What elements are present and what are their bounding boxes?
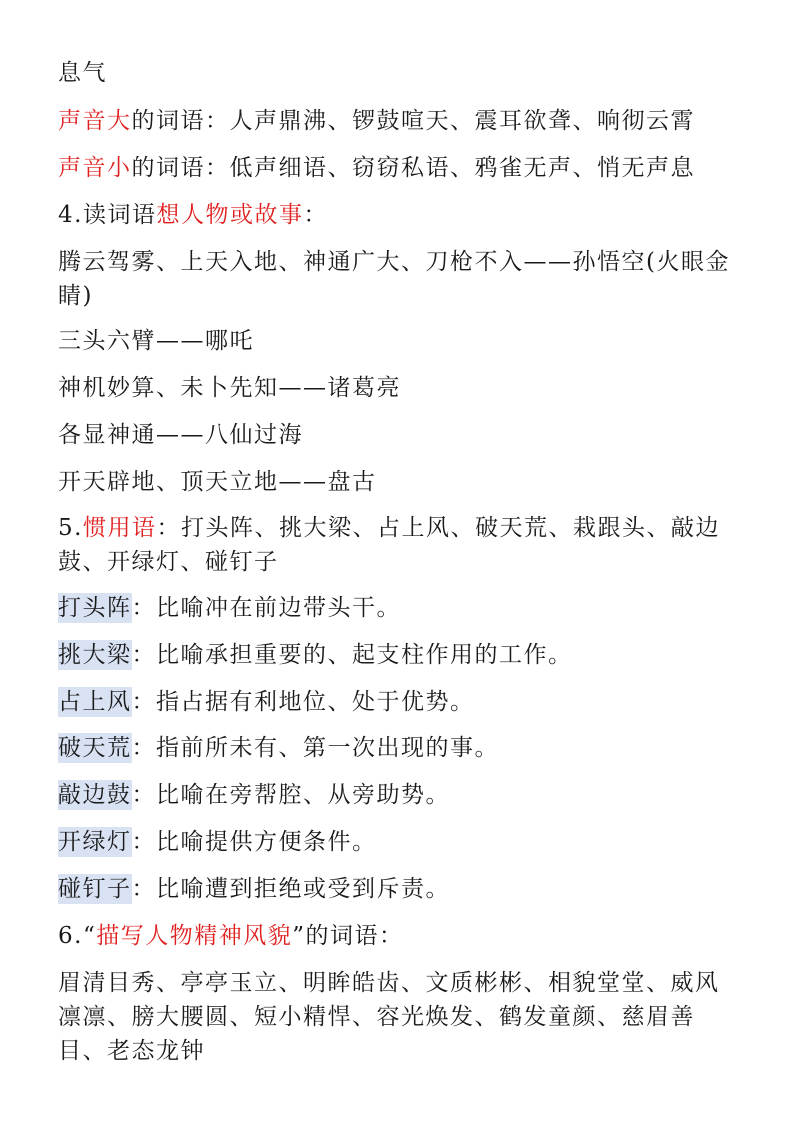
idiom-term: 敲边鼓 [58,782,132,808]
section-5-list: ：打头阵、挑大梁、占上风、破天荒、栽跟头、敲边鼓、开绿灯、碰钉子 [58,515,720,575]
section-4-prefix: 4.读词语 [58,202,157,228]
idiom-term: 占上风 [58,689,132,715]
section-5-term: 惯用语 [82,515,157,541]
loud-words: 的词语：人声鼎沸、锣鼓喧天、震耳欲聋、响彻云霄 [131,108,695,134]
idiom-term: 打头阵 [58,595,132,621]
story-line: 各显神通——八仙过海 [58,422,303,448]
idiom-item [58,731,499,765]
section-5-prefix: 5. [58,515,83,541]
text-line [58,56,107,90]
section-4-term: 想人物或故事 [156,202,304,228]
story-line: 神机妙算、未卜先知——诸葛亮 [58,375,401,401]
idiom-definition: ：比喻提供方便条件。 [131,829,377,855]
idiom-term: 破天荒 [58,735,132,761]
quiet-words-line [58,151,695,185]
idiom-item [58,638,573,672]
idiom-item [58,825,377,859]
idiom-definition: ：指前所未有、第一次出现的事。 [131,735,499,761]
story-line: 腾云驾雾、上天入地、神通广大、刀枪不入——孙悟空(火眼金睛) [58,249,730,309]
idiom-definition: ：比喻承担重要的、起支柱作用的工作。 [131,642,573,668]
idiom-definition: ：指占据有利地位、处于优势。 [131,689,475,715]
section-5-heading [58,511,738,579]
idiom-term: 碰钉子 [58,876,132,902]
idiom-item [58,872,450,906]
idiom-item [58,685,475,719]
quiet-term: 声音小 [58,155,132,181]
idiom-item [58,778,450,812]
idiom-definition: ：比喻冲在前边带头干。 [131,595,401,621]
idiom-definition: ：比喻在旁帮腔、从旁助势。 [131,782,450,808]
section-4-suffix: ： [303,202,328,228]
section-6-prefix: 6.“ [58,923,97,949]
section-4-heading [58,198,328,232]
line-text: 息气 [58,60,107,86]
idiom-term: 开绿灯 [58,829,132,855]
section-6-words: 眉清目秀、亭亭玉立、明眸皓齿、文质彬彬、相貌堂堂、威风凛凛、膀大腰圆、短小精悍、容光焕发、鹤发童颜、慈眉善目、老态龙钟 [58,970,720,1064]
loud-term: 声音大 [58,108,132,134]
idiom-term: 挑大梁 [58,642,132,668]
idiom-definition: ：比喻遭到拒绝或受到斥责。 [131,876,450,902]
section-6-term: 描写人物精神风貌 [96,923,293,949]
story-line: 三头六臂——哪吒 [58,328,254,354]
story-line: 开天辟地、顶天立地——盘古 [58,469,377,495]
section-6-heading [58,919,403,953]
quiet-words: 的词语：低声细语、窃窃私语、鸦雀无声、悄无声息 [131,155,695,181]
idiom-item [58,591,401,625]
section-6-suffix: ”的词语： [292,923,404,949]
loud-words-line [58,104,695,138]
